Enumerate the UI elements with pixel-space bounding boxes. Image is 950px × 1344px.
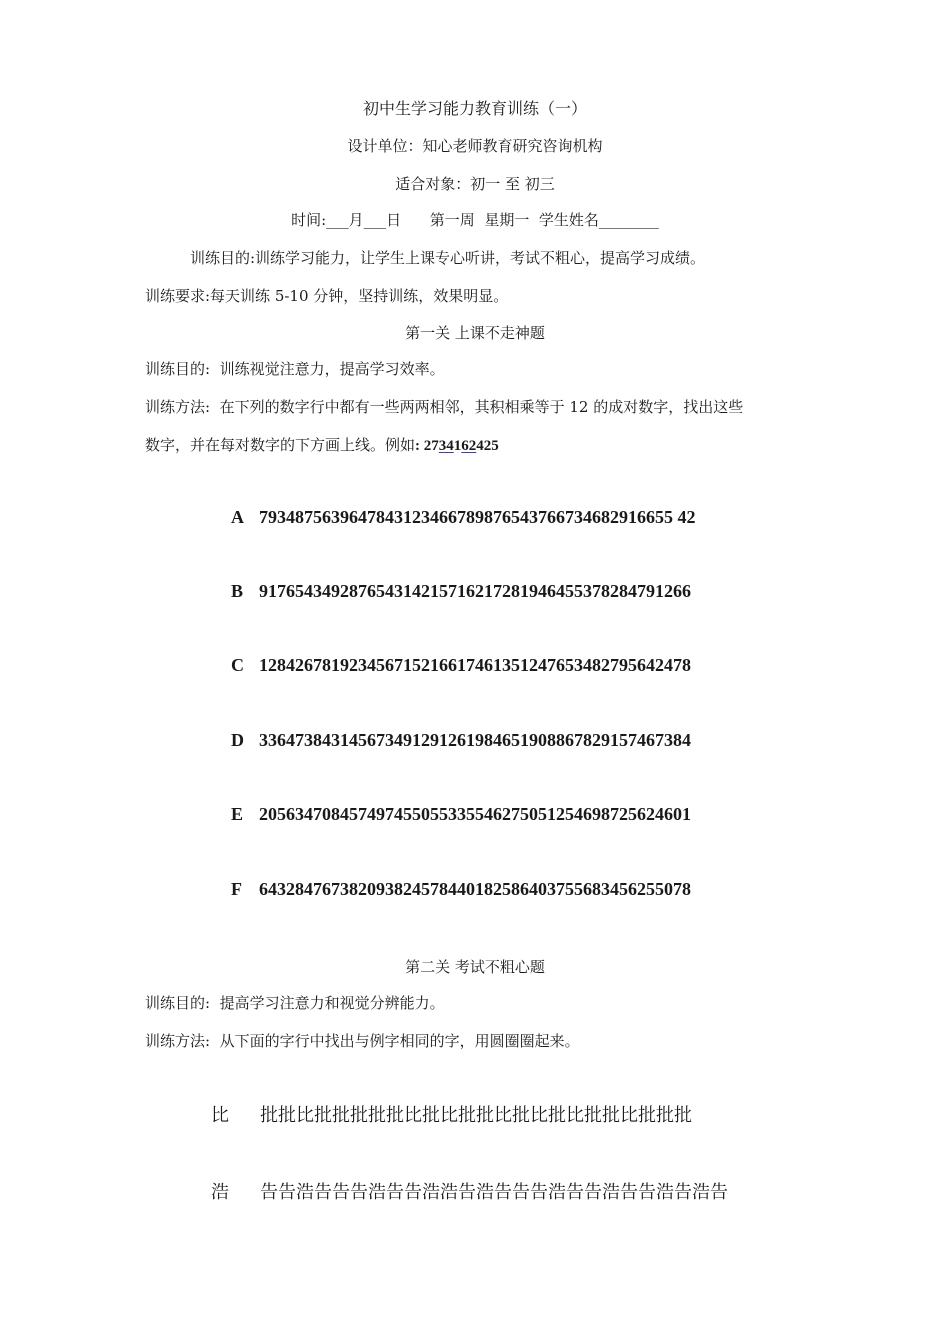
section1-purpose: 训练目的: 训练视觉注意力，提高学习效率。 [145,360,445,378]
row-chars: 批批比批批批批批比批比批批比批比批比批批比批批批 [260,1105,692,1126]
row-label: 浩 [211,1182,229,1203]
training-requirement: 训练要求:每天训练 5-10 分钟，坚持训练，效果明显。 [145,287,509,305]
section1-title: 第一关 上课不走神题 [405,324,545,342]
row-digits: 205634708457497455055335546275051254698725624601 [259,804,691,824]
example-part-a: 27 [423,438,439,454]
char-row-bi [211,1101,692,1127]
row-label: 比 [211,1105,229,1126]
example-underlined-pair: 34 [438,438,454,454]
example-part-c: 1 [453,438,462,454]
row-digits: 336473843145673491291261984651908867829157467384 [259,730,691,750]
char-row-hao [211,1178,728,1204]
section1-method-line1: 训练方法: 在下列的数字行中都有一些两两相邻，其积相乘等于 12 的成对数字，找出这些 [145,398,744,416]
section1-method-line2 [145,434,499,455]
digit-row-f [231,879,691,900]
time-name-line: 时间:___月___日 第一周 星期一 学生姓名________ [291,211,659,229]
row-label: E [231,804,244,824]
example-colon: : [415,438,424,454]
example-part-e: 425 [476,438,499,454]
method-line2-prefix: 数字，并在每对数字的下方画上线。例如 [145,436,416,454]
row-digits: 917654349287654314215716217281946455378284791266 [259,581,691,601]
row-digits: 7934875639647843123466789876543766734682916655 42 [259,507,696,527]
row-digits: 643284767382093824578440182586403755683456255078 [259,879,691,899]
row-label: A [231,507,244,527]
row-chars: 告告浩告告告浩告告浩浩告浩告告告浩告告浩告告浩告浩告 [260,1182,728,1203]
section2-method: 训练方法: 从下面的字行中找出与例字相同的字，用圆圈圈起来。 [145,1032,580,1050]
digit-row-e [231,804,691,825]
designer-line: 设计单位：知心老师教育研究咨询机构 [347,137,603,155]
digit-row-a [231,507,696,528]
audience-line: 适合对象：初一 至 初三 [395,175,555,193]
digit-row-c [231,655,691,676]
page-title: 初中生学习能力教育训练（一） [362,99,587,118]
training-purpose: 训练目的:训练学习能力，让学生上课专心听讲，考试不粗心，提高学习成绩。 [190,249,706,267]
row-label: D [231,730,244,750]
row-label: C [231,655,244,675]
example-underlined-pair: 62 [461,438,477,454]
section2-purpose: 训练目的: 提高学习注意力和视觉分辨能力。 [145,994,445,1012]
row-label: F [231,879,242,899]
digit-row-d [231,730,691,751]
digit-row-b [231,581,691,602]
section2-title: 第二关 考试不粗心题 [405,958,545,976]
row-label: B [231,581,244,601]
row-digits: 128426781923456715216617461351247653482795642478 [259,655,691,675]
